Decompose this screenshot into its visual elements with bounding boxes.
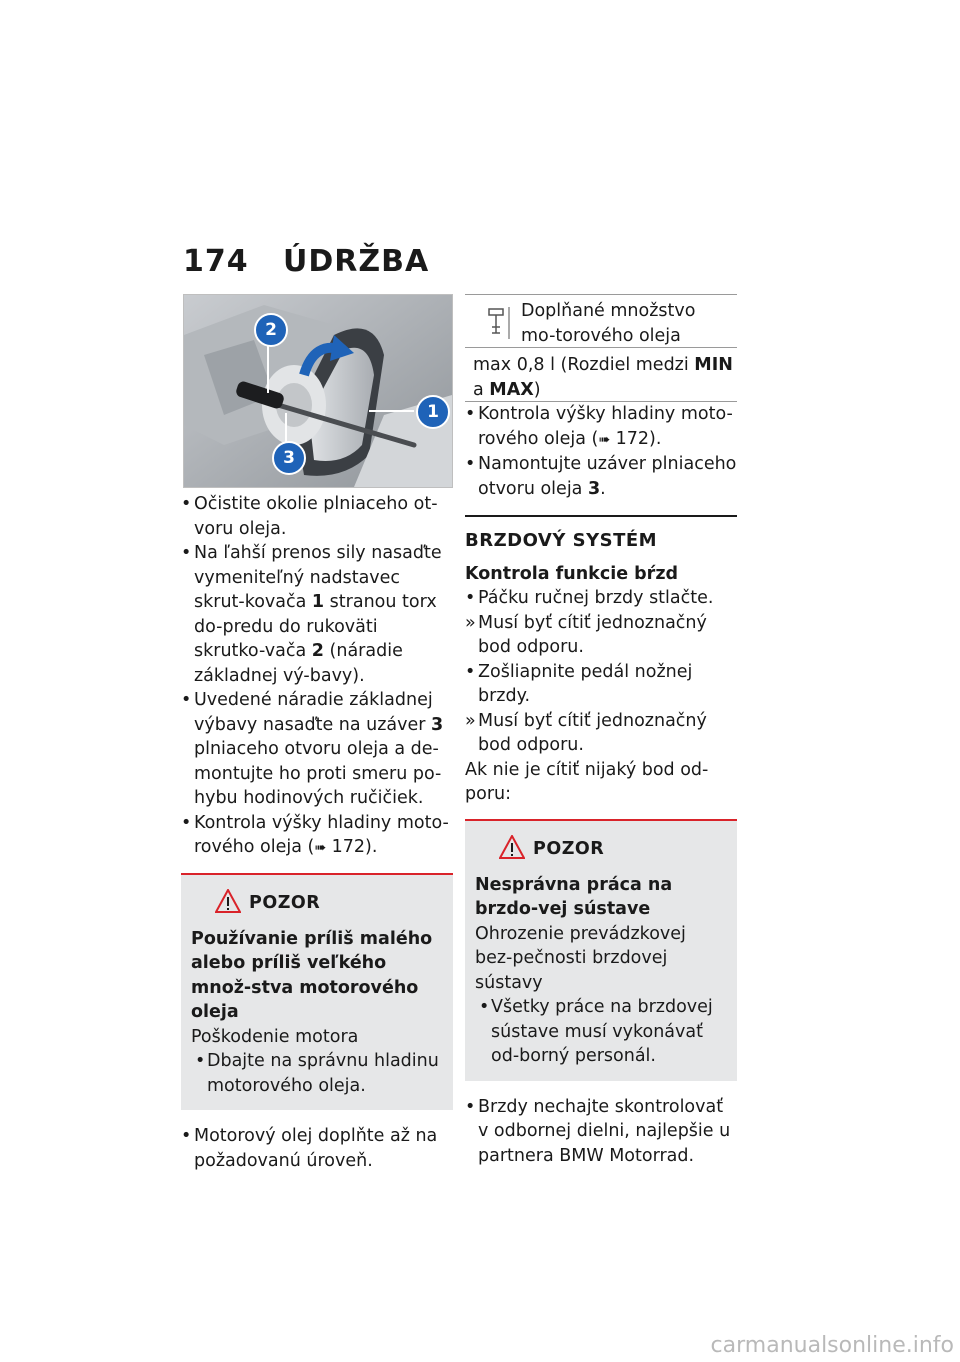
warning-label: POZOR — [249, 892, 321, 913]
page-reference-arrow-icon: ➠ — [598, 431, 611, 448]
watermark-footer: carmanualsonline.info — [710, 1333, 954, 1358]
left-column — [181, 492, 453, 1173]
warning-triangle-icon — [499, 835, 525, 859]
list-item: • Očistite okolie plniaceho ot-voru oleja. — [181, 494, 438, 539]
warning-consequence: Ohrozenie prevádzkovej bez-pečnosti brzdovej sústavy — [475, 923, 686, 993]
section-title: BRZDOVÝ SYSTÉM — [465, 515, 737, 554]
list-item: • Brzdy nechajte skontrolovať v odbornej dielni, najlepšie u partnera BMW Motorrad. — [465, 1096, 731, 1166]
result-item: » Musí byť cítiť jednoznačný bod odporu. — [465, 612, 707, 657]
warning-consequence: Poškodenie motora — [191, 1026, 359, 1047]
callout-2: 2 — [254, 313, 288, 347]
list-item: • Páčku ručnej brzdy stlačte. — [465, 588, 714, 608]
list-item: • Motorový olej doplňte až na požadovanú úroveň. — [181, 1126, 438, 1171]
chapter-title: ÚDRŽBA — [283, 244, 430, 279]
list-item: • Zošliapnite pedál nožnej brzdy. — [465, 661, 693, 706]
warning-heading: Nesprávna práca na brzdo-vej sústave — [475, 874, 673, 919]
warning-triangle-icon — [215, 889, 241, 913]
warning-action: • Všetky práce na brzdovej sústave musí vykonávať od-borný personál. — [479, 997, 713, 1066]
list-item: • Uvedené náradie základnej výbavy nasaďte na uzáver 3 plniaceho otvoru oleja a de-montujte ho proti smeru po-hybu hodinových ručičiek. — [181, 690, 444, 808]
warning-action: • Dbajte na správnu hladinu motorového oleja. — [195, 1051, 439, 1096]
callout-1: 1 — [416, 395, 450, 429]
page-reference-arrow-icon: ➠ — [314, 840, 327, 856]
oil-dipstick-icon — [483, 303, 513, 343]
spec-box — [465, 294, 737, 402]
spec-value: max 0,8 l (Rozdiel medzi MIN a MAX) — [473, 355, 733, 400]
result-item: » Musí byť cítiť jednoznačný bod odporu. — [465, 710, 707, 755]
subsection-title: Kontrola funkcie bŕzd — [465, 563, 679, 584]
warning-box — [465, 819, 737, 1081]
list-item: • Namontujte uzáver plniaceho otvoru oleja 3. — [465, 454, 737, 499]
list-item: • Na ľahší prenos sily nasaďte vymeniteľný nadstavec skrut-kovača 1 stranou torx do-predu do rukoväti skrutko-vača 2 (náradie základnej vý-bavy). — [181, 543, 442, 686]
page-number: 174 — [183, 244, 249, 279]
page-reference[interactable]: 172 — [331, 837, 366, 857]
spec-label: Doplňané množstvo mo-torového oleja — [521, 301, 696, 346]
page-reference[interactable]: 172 — [615, 428, 650, 449]
warning-label: POZOR — [533, 838, 605, 859]
right-column — [465, 402, 737, 1168]
condition-text: Ak nie je cítiť nijaký bod od-poru: — [465, 759, 709, 804]
warning-heading: Používanie príliš malého alebo príliš veľkého množ-stva motorového oleja — [191, 928, 433, 1022]
warning-box — [181, 873, 453, 1111]
engine-oil-filler-photo — [183, 294, 453, 488]
callout-3: 3 — [272, 441, 306, 475]
list-item: • Kontrola výšky hladiny moto-rového oleja (➠ 172). — [181, 811, 453, 861]
list-item: • Kontrola výšky hladiny moto-rového oleja (➠ 172). — [465, 402, 737, 452]
